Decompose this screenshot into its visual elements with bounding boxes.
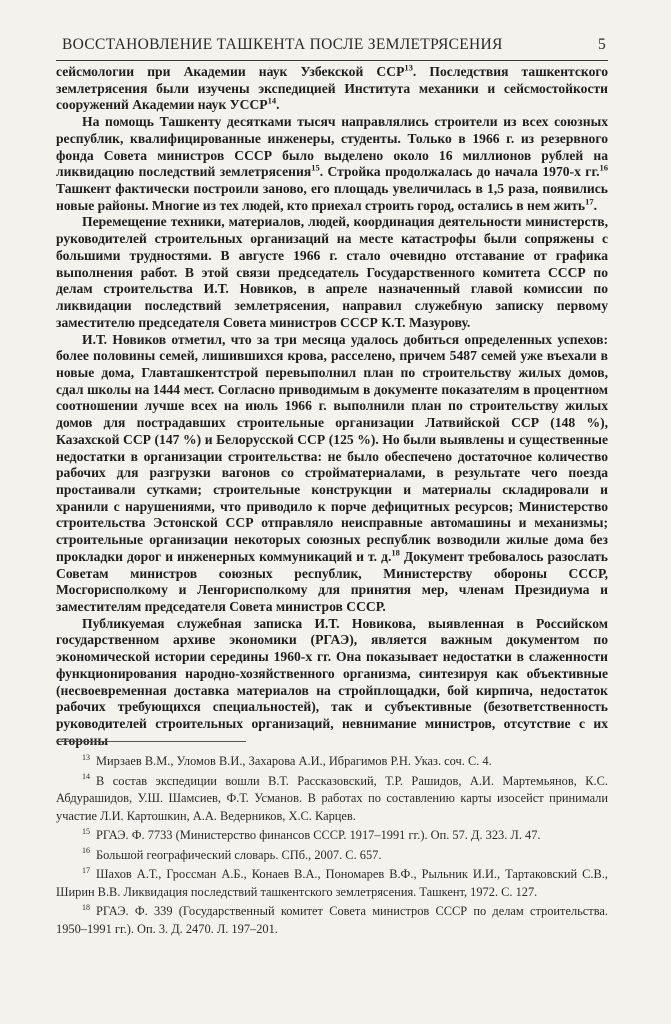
footnote-reference: 15 bbox=[311, 162, 320, 173]
footnote-reference: 13 bbox=[404, 62, 413, 73]
footnotes bbox=[56, 753, 608, 940]
footnote bbox=[56, 753, 608, 771]
running-header-title: ВОССТАНОВЛЕНИЕ ТАШКЕНТА ПОСЛЕ ЗЕМЛЕТРЯСЕНИЯ bbox=[62, 36, 503, 53]
footnote-text: РГАЭ. Ф. 7733 (Министерство финансов СССР. 1917–1991 гг.). Оп. 57. Д. 323. Л. 47. bbox=[96, 828, 541, 842]
paragraph-text: Публикуемая служебная записка И.Т. Новикова, выявленная в Российском государственном архиве экономики (РГАЭ), является важным документом по экономической истории середины 1960-х гг. Она показывает недостатки в слаженности функционирования народно-хозяйственного организма, синтезируя как объективные (несвоевременная доставка материалов на стройплощадки, бой кирпича, недостаток рабочих требующихся специальностей), так и субъективные (безответственность руководителей строительных организаций, невнимание министров, отсутствие с их стороны bbox=[56, 615, 608, 748]
footnote-text: Мирзаев В.М., Уломов В.И., Захарова А.И., Ибрагимов Р.Н. Указ. соч. С. 4. bbox=[96, 754, 492, 768]
paragraph-text: Документ требовалось разослать Советам министров союзных республик, Министерству обороны СССР, Мосгорисполкому и Ленгорисполкому для принятия мер, членам Президиума и заместителям председателя Совета министров СССР. bbox=[56, 548, 608, 614]
footnote-number: 16 bbox=[82, 846, 90, 856]
body-paragraph bbox=[56, 332, 608, 616]
paragraph-text: На помощь Ташкенту десятками тысяч направлялись строители из всех союзных республик, квалифицированные инженеры, студенты. Только в 1966 г. из резервного фонда Совета министров СССР было выделено около 16 миллионов рублей на ликвидацию последствий землетрясения bbox=[56, 114, 608, 180]
footnote-number: 17 bbox=[82, 865, 90, 875]
footnote-text: РГАЭ. Ф. 339 (Государственный комитет Совета министров СССР по делам строительства. 1950–1991 гг.). Оп. 3. Д. 2470. Л. 197–201. bbox=[56, 904, 608, 936]
body-paragraph bbox=[56, 114, 608, 214]
paragraph-text: . Последствия ташкентского землетрясения были изучены экспедицией Института механики и сейсмостойкости сооружений Академии наук УССР bbox=[56, 64, 608, 113]
body-paragraph bbox=[56, 64, 608, 114]
footnote-reference: 14 bbox=[267, 95, 277, 106]
paragraph-text: . bbox=[276, 97, 280, 113]
footnote-number: 14 bbox=[82, 772, 90, 782]
footnote-number: 15 bbox=[82, 826, 90, 836]
header-rule bbox=[56, 60, 608, 61]
body-text bbox=[56, 64, 608, 749]
paragraph-text: сейсмологии при Академии наук Узбекской ССР bbox=[56, 64, 405, 79]
footnote-number: 18 bbox=[82, 902, 90, 912]
running-header bbox=[62, 36, 606, 58]
footnote-reference: 17 bbox=[585, 196, 594, 207]
body-paragraph bbox=[56, 616, 608, 750]
footnote bbox=[56, 866, 608, 901]
footnote-reference: 18 bbox=[391, 547, 400, 558]
footnote-text: Шахов А.Т., Гроссман А.Б., Конаев В.А., Пономарев В.Ф., Рыльник И.И., Тартаковский С.В., Ширин В.В. Ликвидация последствий ташкентского землетрясения. Ташкент, 1972. С. 127. bbox=[56, 867, 608, 899]
body-paragraph bbox=[56, 214, 608, 331]
footnote bbox=[56, 903, 608, 938]
footnote-number: 13 bbox=[82, 752, 90, 762]
footnote bbox=[56, 827, 608, 845]
footnote-text: Большой географический словарь. СПб., 2007. С. 657. bbox=[96, 847, 382, 862]
footnote bbox=[56, 773, 608, 826]
paragraph-text: И.Т. Новиков отметил, что за три месяца удалось добиться определенных успехов: более половины семей, лишившихся крова, расселено, причем 5487 семей уже въехали в новые дома, Главташкентстрой перевыполнил план по строительству жилых домов, сдал школы на 1444 мест. Согласно приводимым в документе показателям в процентном соотношении лучше всех на июль 1966 г. выполнили план по строительству жилых домов для пострадавших строительные организации Латвийской ССР (148 %), Казахской ССР (147 %) и Белорусской ССР (125 %). Но были выявлены и существенные недостатки в организации строительства: не было обеспечено достаточное количество рабочих для разгрузки вагонов со стройматериалами, в результате чего поезда простаивали сутками; строительные конструкции и материалы складировали и хранили с нарушениями, что приводило к порче дефицитных ресурсов; Министерство строительства Эстонской ССР отправляло неисправные автомашины и механизмы; строительные организации некоторых союзных республик возводили жилые дома без прокладки дорог и инженерных коммуникаций и т. д. bbox=[56, 331, 608, 564]
footnote-reference: 16 bbox=[599, 162, 608, 173]
paragraph-text: Ташкент фактически построили заново, его площадь увеличилась в 1,5 раза, появились новые районы. Многие из тех людей, кто приехал строить город, остались в нем жить bbox=[56, 181, 608, 213]
page-number: 5 bbox=[597, 36, 606, 53]
footnote-separator bbox=[56, 741, 246, 742]
paragraph-text: . Стройка продолжалась до начала 1970-х гг. bbox=[319, 164, 600, 180]
paragraph-text: . bbox=[593, 197, 597, 213]
footnote-text: В состав экспедиции вошли В.Т. Рассказовский, Т.Р. Рашидов, А.И. Мартемьянов, К.С. Абдурашидов, У.Ш. Шамсиев, Ф.Т. Усманов. В работах по составлению карты изосейст принимали участие Л.И. Картошкин, А.А. Ведерников, Х.С. Карцев. bbox=[56, 773, 608, 823]
paragraph-text: Перемещение техники, материалов, людей, координация деятельности министерств, руководителей строительных организаций на месте катастрофы были сопряжены с большими трудностями. В августе 1966 г. стало очевидно отставание от графика выполнения работ. В этой связи председатель Государственного комитета СССР по делам строительства И.Т. Новиков, в апреле назначенный главой комиссии по ликвидации последствий землетрясения, направил служебную записку первому заместителю председателя Совета министров СССР К.Т. Мазурову. bbox=[56, 214, 608, 330]
footnote bbox=[56, 847, 608, 865]
